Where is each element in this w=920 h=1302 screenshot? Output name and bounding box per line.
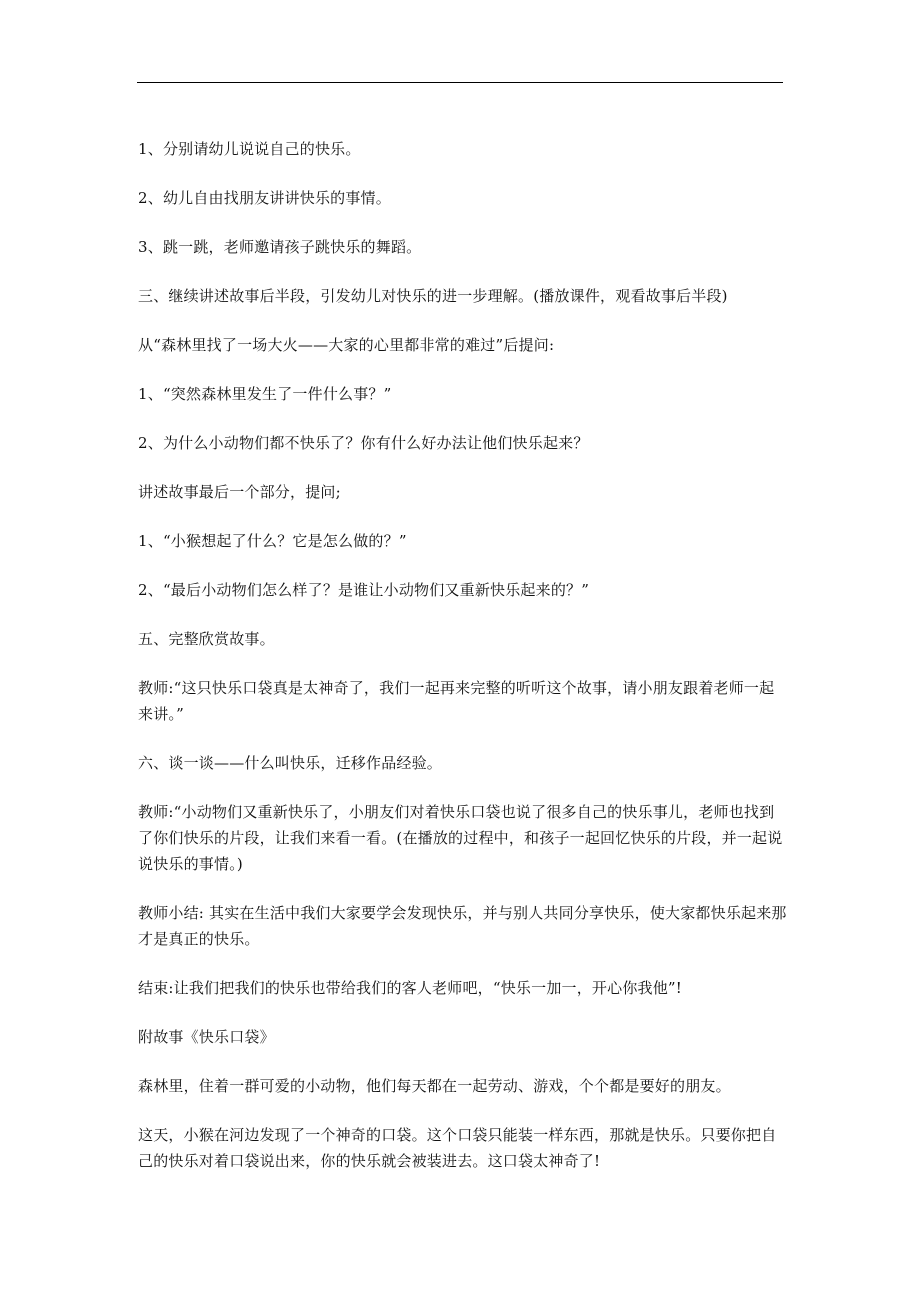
paragraph-12: 教师:“这只快乐口袋真是太神奇了，我们一起再来完整的听听这个故事，请小朋友跟着老师一起来讲。” bbox=[138, 679, 775, 723]
paragraph-6: 1、“突然森林里发生了一件什么事？” bbox=[138, 385, 392, 403]
paragraph-16: 结束:让我们把我们的快乐也带给我们的客人老师吧，“快乐一加一，开心你我他”! bbox=[138, 979, 683, 997]
paragraph-17: 附故事《快乐口袋》 bbox=[138, 1028, 275, 1046]
paragraph-11: 五、完整欣赏故事。 bbox=[138, 630, 275, 648]
paragraph-3: 3、跳一跳，老师邀请孩子跳快乐的舞蹈。 bbox=[138, 238, 422, 256]
paragraph-8: 讲述故事最后一个部分，提问; bbox=[138, 483, 341, 501]
paragraph-14: 教师:“小动物们又重新快乐了，小朋友们对着快乐口袋也说了很多自己的快乐事儿，老师也找到了你们快乐的片段，让我们来看一看。(在播放的过程中，和孩子一起回忆快乐的片段，并一起说说快乐的事情。) bbox=[138, 803, 783, 873]
paragraph-9: 1、“小猴想起了什么？它是怎么做的？” bbox=[138, 532, 407, 550]
paragraph-7: 2、为什么小动物们都不快乐了？你有什么好办法让他们快乐起来？ bbox=[138, 434, 589, 452]
paragraph-4: 三、继续讲述故事后半段，引发幼儿对快乐的进一步理解。(播放课件，观看故事后半段) bbox=[138, 287, 728, 305]
paragraph-2: 2、幼儿自由找朋友讲讲快乐的事情。 bbox=[138, 189, 391, 207]
paragraph-5: 从“森林里找了一场大火——大家的心里都非常的难过”后提问: bbox=[138, 336, 555, 354]
paragraph-1: 1、分别请幼儿说说自己的快乐。 bbox=[138, 140, 361, 158]
paragraph-10: 2、“最后小动物们怎么样了？是谁让小动物们又重新快乐起来的？” bbox=[138, 581, 590, 599]
document-body bbox=[138, 136, 788, 1197]
paragraph-13: 六、谈一谈——什么叫快乐，迁移作品经验。 bbox=[138, 754, 443, 772]
paragraph-15: 教师小结: 其实在生活中我们大家要学会发现快乐，并与别人共同分享快乐，使大家都快乐起来那才是真正的快乐。 bbox=[138, 904, 787, 948]
header-divider bbox=[137, 82, 783, 83]
paragraph-18: 森林里，住着一群可爱的小动物，他们每天都在一起劳动、游戏，个个都是要好的朋友。 bbox=[138, 1077, 731, 1095]
paragraph-19: 这天，小猴在河边发现了一个神奇的口袋。这个口袋只能装一样东西，那就是快乐。只要你把自己的快乐对着口袋说出来，你的快乐就会被装进去。这口袋太神奇了! bbox=[138, 1126, 777, 1170]
